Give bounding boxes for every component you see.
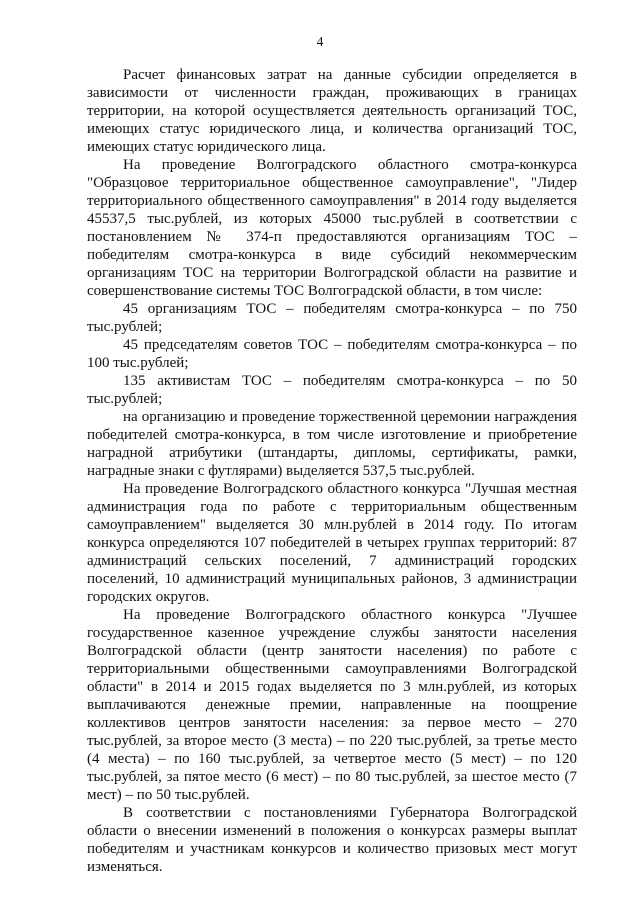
paragraph: На проведение Волгоградского областного конкурса "Лучшая местная администрация года по работе с территориальным общественным самоуправлением" выделяется 30 млн.рублей в 2014 году. По итогам конкурса определяются 107 победителей в четырех группах территорий: 87 администраций сельских поселений, 7 администраций городских поселений, 10 администраций муниципальных районов, 3 администрации городских округов.	[87, 481, 577, 605]
paragraph: На проведение Волгоградского областного конкурса "Лучшее государственное казенное учреждение службы занятости населения Волгоградской области (центр занятости населения) по работе с территориальными общественными самоуправлениями Волгоградской области" в 2014 и 2015 годах выделяется по 3 млн.рублей, из которых выплачиваются денежные премии, направленные на поощрение коллективов центров занятости населения: за первое место – 270 тыс.рублей, за второе место (3 места) – по 220 тыс.рублей, за третье место (4 места) – по 160 тыс.рублей, за четвертое место (5 мест) – по 120 тыс.рублей, за пятое место (6 мест) – по 80 тыс.рублей, за шестое место (7 мест) – по 50 тыс.рублей.	[87, 607, 577, 803]
document-body	[87, 66, 577, 876]
paragraph: Расчет финансовых затрат на данные субсидии определяется в зависимости от численности граждан, проживающих в границах территории, на которой осуществляется деятельность организаций ТОС, имеющих статус юридического лица, и количества организаций ТОС, имеющих статус юридического лица.	[87, 67, 577, 155]
paragraph: На проведение Волгоградского областного смотра-конкурса "Образцовое территориальное общественное самоуправление", "Лидер территориального общественного самоуправления" в 2014 году выделяется 45537,5 тыс.рублей, из которых 45000 тыс.рублей в соответствии с постановлением № 374-п предоставляются организациям ТОС – победителям смотра-конкурса в виде субсидий некоммерческим организациям ТОС на территории Волгоградской области на развитие и совершенствование системы ТОС Волгоградской области, в том числе:	[87, 157, 577, 299]
paragraph: 135 активистам ТОС – победителям смотра-конкурса – по 50 тыс.рублей;	[87, 373, 577, 407]
paragraph: на организацию и проведение торжественной церемонии награждения победителей смотра-конкурса, в том числе изготовление и приобретение наградной атрибутики (штандарты, дипломы, сертификаты, рамки, наградные знаки с футлярами) выделяется 537,5 тыс.рублей.	[87, 409, 577, 479]
page-number: 4	[316, 34, 324, 49]
paragraph: 45 председателям советов ТОС – победителям смотра-конкурса – по 100 тыс.рублей;	[87, 337, 577, 371]
paragraph: В соответствии с постановлениями Губернатора Волгоградской области о внесении изменений в положения о конкурсах размеры выплат победителям и участникам конкурсов и количество призовых мест могут изменяться.	[87, 805, 577, 875]
paragraph: 45 организациям ТОС – победителям смотра-конкурса – по 750 тыс.рублей;	[87, 301, 577, 335]
